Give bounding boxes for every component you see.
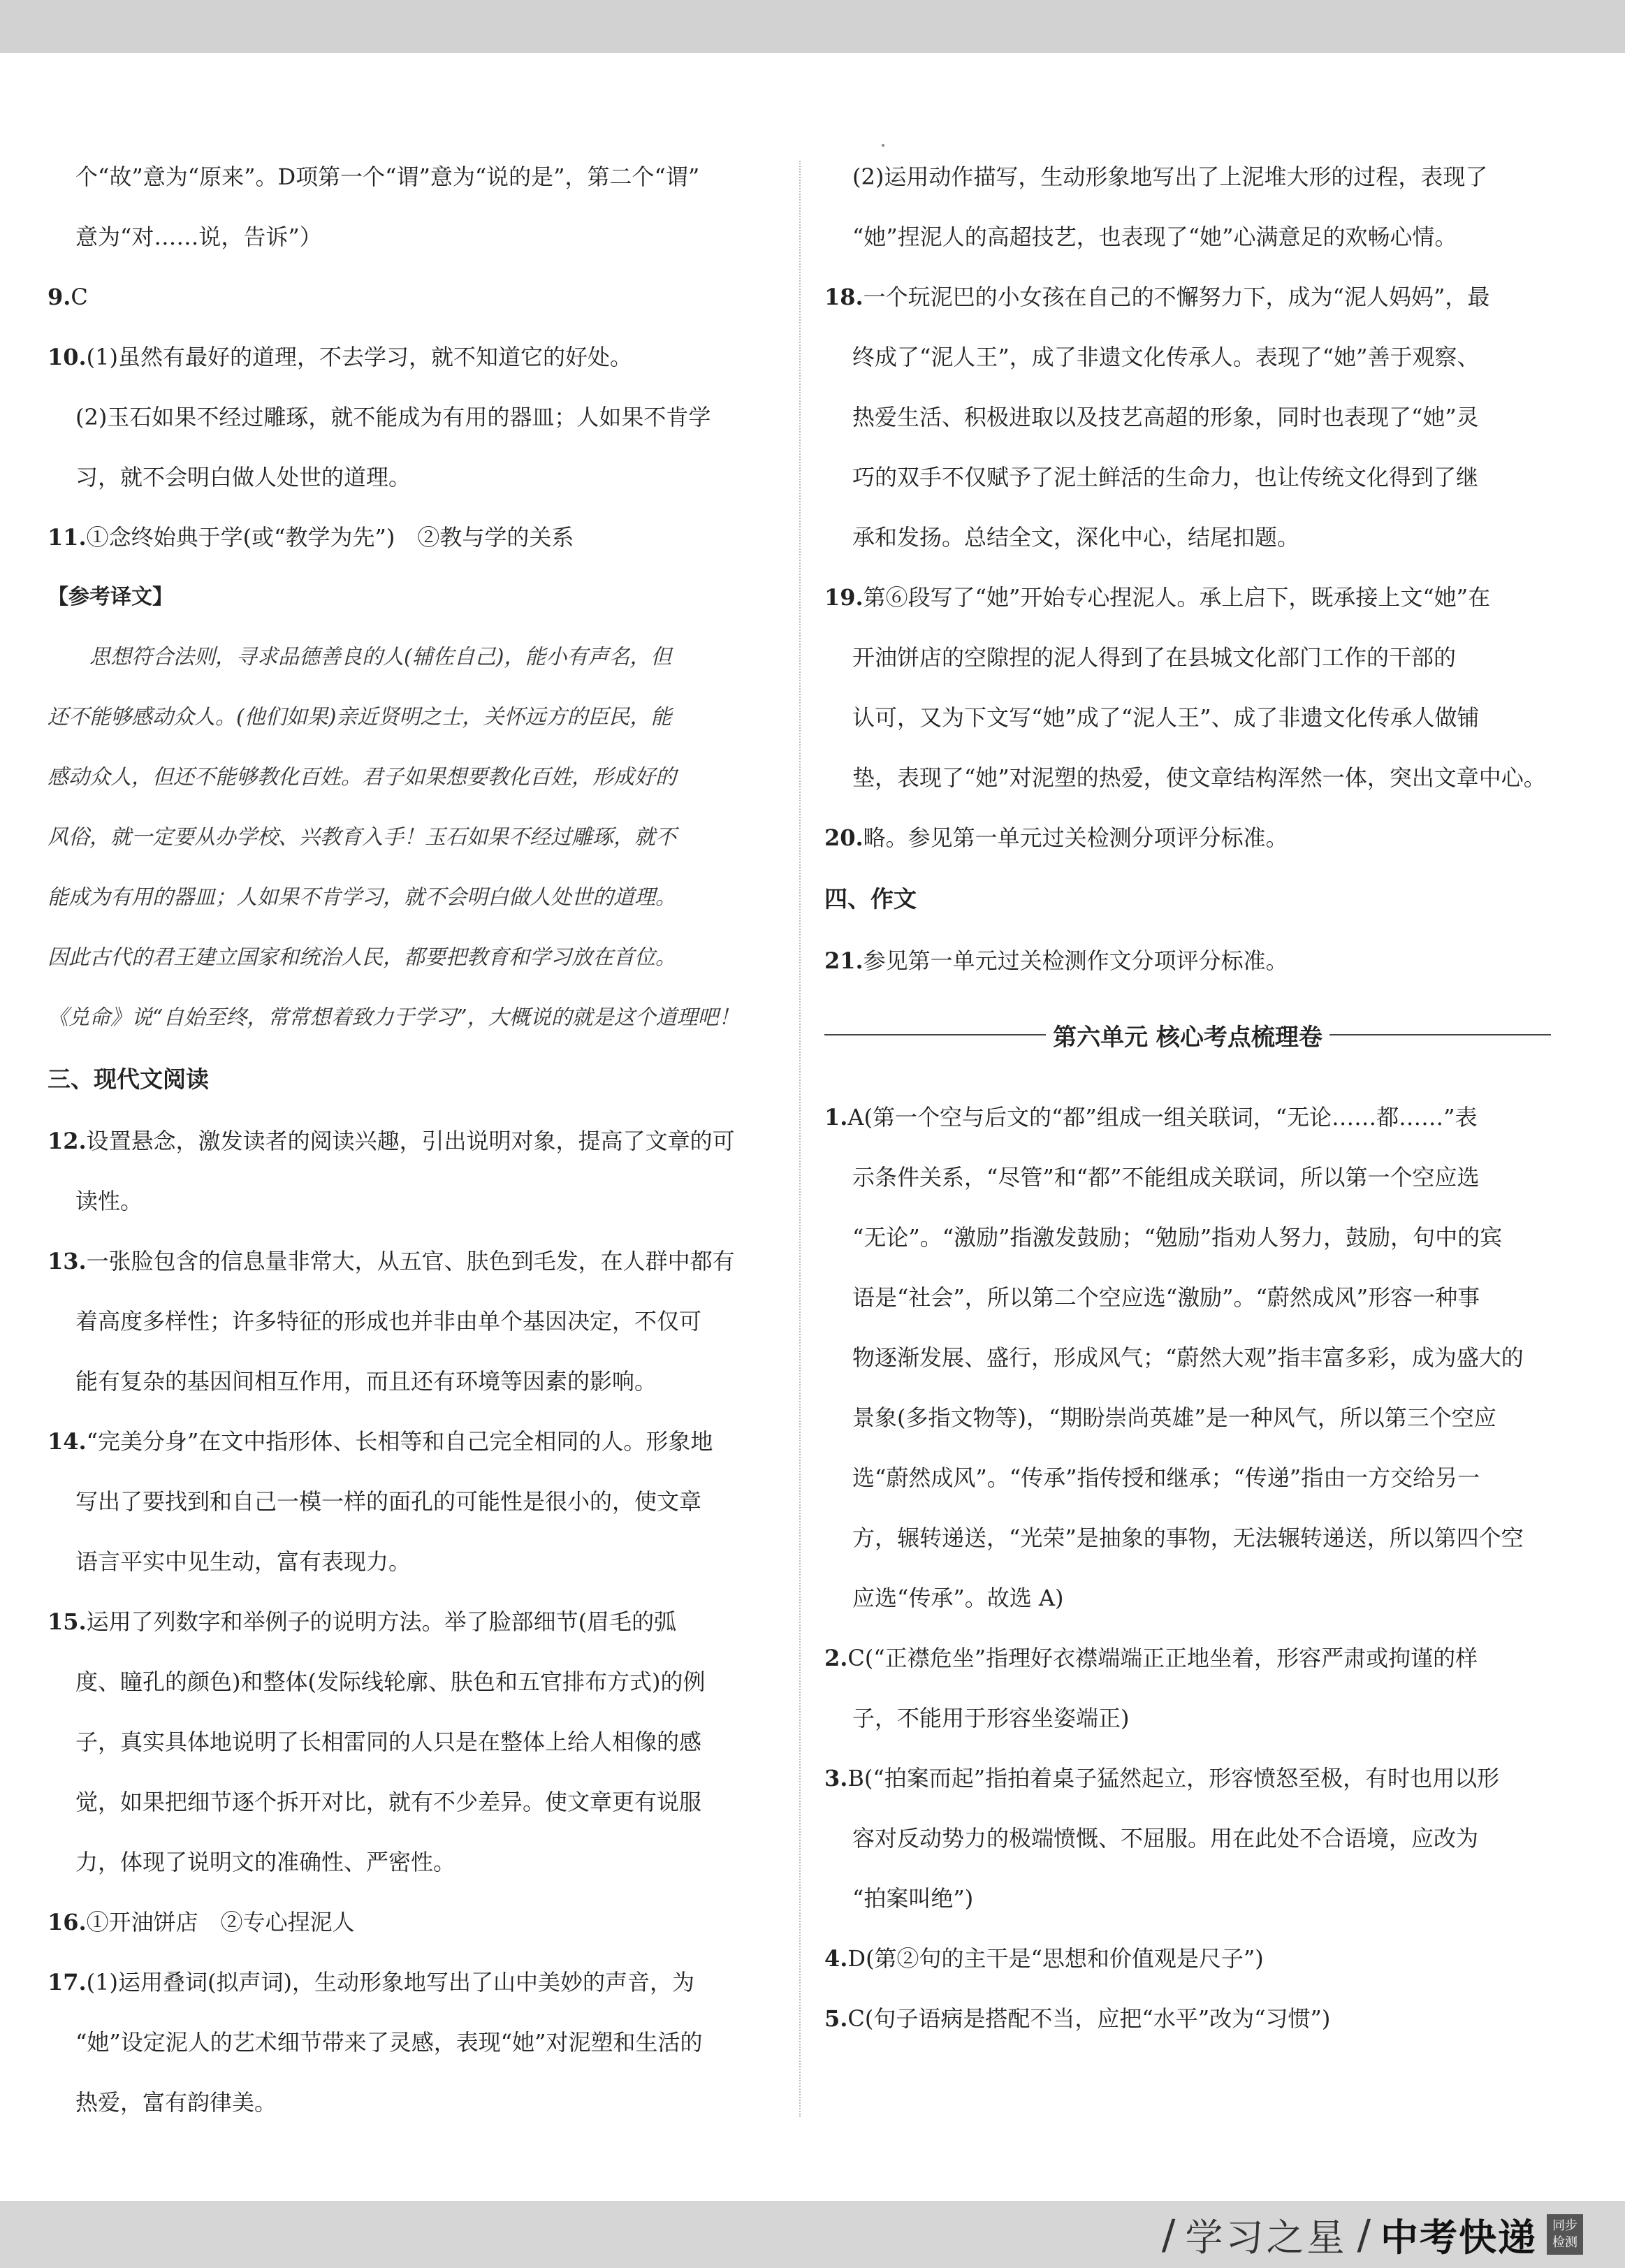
- translation-line-2: 还不能够感动众人。(他们如果)亲近贤明之士，关怀远方的臣民，能: [48, 705, 672, 729]
- answer-20-text: 略。参见第一单元过关检测分项评分标准。: [863, 824, 1288, 851]
- answer-16-number: 16.: [48, 1909, 87, 1935]
- answer-17-line-2: “她”设定泥人的艺术细节带来了灵感，表现“她”对泥塑和生活的: [75, 2029, 703, 2056]
- translation-line-7: 《兑命》说“自始至终，常常想着致力于学习”，大概说的就是这个道理吧！: [48, 1005, 740, 1030]
- answer-21-number: 21.: [824, 947, 863, 974]
- section-heading-modern-reading: 三、现代文阅读: [48, 1066, 209, 1093]
- answer-13-line-3: 能有复杂的基因间相互作用，而且还有环境等因素的影响。: [75, 1368, 657, 1395]
- answer-9: [48, 267, 774, 327]
- answer-u6-3-number: 3.: [824, 1765, 848, 1791]
- right-column: [824, 147, 1551, 2049]
- answer-17-part2-line-1: (2)运用动作描写，生动形象地写出了上泥堆大形的过程，表现了: [852, 163, 1488, 190]
- answer-15-line-2: 度、瞳孔的颜色)和整体(发际线轮廓、肤色和五官排布方式)的例: [75, 1669, 706, 1695]
- answer-16-text: ①开油饼店 ②专心捏泥人: [86, 1909, 355, 1935]
- answer-21-text: 参见第一单元过关检测作文分项评分标准。: [863, 947, 1288, 974]
- answer-17-line-3: 热爱，富有韵律美。: [75, 2089, 277, 2116]
- translation-line-3: 感动众人，但还不能够教化百姓。君子如果想要教化百姓，形成好的: [48, 765, 676, 790]
- answer-17-text-1: (1)运用叠词(拟声词)，生动形象地写出了山中美妙的声音，为: [86, 1969, 694, 1996]
- answer-u6-1-line-4: 语是“社会”，所以第二个空应选“激励”。“蔚然成风”形容一种事: [852, 1284, 1480, 1311]
- answer-u6-4-text: D(第②句的主干是“思想和价值观是尺子”): [847, 1945, 1264, 1972]
- badge-bottom-text: 检测: [1552, 2235, 1577, 2250]
- unit-title-banner: [824, 1003, 1551, 1066]
- brand-slash-left: /: [1161, 2211, 1176, 2258]
- answer-18-line-1: [824, 267, 1551, 327]
- answer-17-part2-line-2: “她”捏泥人的高超技艺，也表现了“她”心满意足的欢畅心情。: [852, 224, 1457, 250]
- answer-18-number: 18.: [824, 284, 863, 310]
- brand-slash-right: /: [1357, 2211, 1371, 2258]
- brand-xuexizhixing: 学习之星: [1185, 2215, 1348, 2260]
- answer-21: [824, 931, 1551, 991]
- answer-13-line-1: [48, 1231, 774, 1291]
- answer-18-line-3: 热爱生活、积极进取以及技艺高超的形象，同时也表现了“她”灵: [852, 404, 1479, 430]
- answer-u6-4-number: 4.: [824, 1945, 848, 1972]
- badge-top-text: 同步: [1552, 2218, 1577, 2233]
- translation-line-5: 能成为有用的器皿；人如果不肯学习，就不会明白做人处世的道理。: [48, 885, 676, 910]
- answer-17-number: 17.: [48, 1969, 87, 1996]
- answer-12-text-1: 设置悬念，激发读者的阅读兴趣，引出说明对象，提高了文章的可: [86, 1128, 735, 1154]
- answer-19-line-3: 认可，又为下文写“她”成了“泥人王”、成了非遗文化传承人做铺: [852, 704, 1480, 731]
- brand-zhongkaokuaidi: 中考快递: [1380, 2215, 1537, 2260]
- answer-15-line-3: 子，真实具体地说明了长相雷同的人只是在整体上给人相像的感: [75, 1729, 702, 1755]
- answer-20: [824, 808, 1551, 868]
- answer-17-line-1: [48, 1952, 774, 2012]
- answer-u6-2-line-2: 子，不能用于形容坐姿端正): [852, 1705, 1130, 1731]
- reference-translation-heading: 【参考译文】: [48, 585, 173, 609]
- answer-u6-3-line-2: 容对反动势力的极端愤慨、不屈服。用在此处不合语境，应改为: [852, 1825, 1479, 1852]
- answer-u6-5-text: C(句子语病是搭配不当，应把“水平”改为“习惯”): [847, 2005, 1331, 2032]
- answer-u6-4: [824, 1928, 1551, 1989]
- answer-12-line-2: 读性。: [75, 1188, 143, 1214]
- translation-line-4: 风俗，就一定要从办学校、兴教育入手！玉石如果不经过雕琢，就不: [48, 825, 676, 850]
- answer-13-number: 13.: [48, 1248, 87, 1274]
- translation-line-6: 因此古代的君王建立国家和统治人民，都要把教育和学习放在首位。: [48, 945, 676, 970]
- answer-16: [48, 1892, 774, 1952]
- answer-18-line-4: 巧的双手不仅赋予了泥土鲜活的生命力，也让传统文化得到了继: [852, 464, 1479, 490]
- answer-15-text-1: 运用了列数字和举例子的说明方法。举了脸部细节(眉毛的弧: [86, 1608, 677, 1635]
- brand-badge: [1547, 2214, 1583, 2255]
- answer-18-text-1: 一个玩泥巴的小女孩在自己的不懈努力下，成为“泥人妈妈”，最: [863, 284, 1490, 310]
- answer-14-line-3: 语言平实中见生动，富有表现力。: [75, 1548, 411, 1575]
- answer-u6-1-line-9: 应选“传承”。故选 A): [852, 1585, 1064, 1611]
- answer-10-line-1: [48, 327, 774, 387]
- answer-11-text: ①念终始典于学(或“教学为先”) ②教与学的关系: [86, 524, 574, 551]
- answer-19-line-2: 开油饼店的空隙捏的泥人得到了在县城文化部门工作的干部的: [852, 644, 1457, 671]
- answer-19-line-1: [824, 567, 1551, 627]
- answer-u6-1-number: 1.: [824, 1104, 848, 1131]
- answer-14-line-1: [48, 1411, 774, 1471]
- answer-u6-1-line-5: 物逐渐发展、盛行，形成风气；“蔚然大观”指丰富多彩，成为盛大的: [852, 1344, 1524, 1371]
- answer-u6-5-number: 5.: [824, 2005, 848, 2032]
- answer-u6-1-line-1: [824, 1087, 1551, 1147]
- answer-u6-1-line-2: 示条件关系，“尽管”和“都”不能组成关联词，所以第一个空应选: [852, 1164, 1480, 1191]
- answer-15-line-1: [48, 1592, 774, 1652]
- answer-u6-1-line-8: 方，辗转递送，“光荣”是抽象的事物，无法辗转递送，所以第四个空: [852, 1525, 1524, 1551]
- answer-15-line-5: 力，体现了说明文的准确性、严密性。: [75, 1849, 456, 1875]
- answer-u6-5: [824, 1989, 1551, 2049]
- answer-12-line-1: [48, 1111, 774, 1171]
- answer-13-line-2: 着高度多样性；许多特征的形成也并非由单个基因决定，不仅可: [75, 1308, 702, 1335]
- answer-u6-2-text-1: C(“正襟危坐”指理好衣襟端端正正地坐着，形容严肃或拘谨的样: [847, 1645, 1478, 1671]
- answer-u6-1-text-1: A(第一个空与后文的“都”组成一组关联词，“无论……都……”表: [847, 1104, 1478, 1131]
- answer-u6-1-line-6: 景象(多指文物等)，“期盼崇尚英雄”是一种风气，所以第三个空应: [852, 1404, 1496, 1431]
- answer-13-text-1: 一张脸包含的信息量非常大，从五官、肤色到毛发，在人群中都有: [86, 1248, 735, 1274]
- translation-line-1: 思想符合法则，寻求品德善良的人(辅佐自己)，能小有声名，但: [89, 645, 672, 669]
- answer-u6-3-line-1: [824, 1748, 1551, 1808]
- answer-18-line-5: 承和发扬。总结全文，深化中心，结尾扣题。: [852, 524, 1300, 551]
- answer-18-line-2: 终成了“泥人王”，成了非遗文化传承人。表现了“她”善于观察、: [852, 344, 1480, 370]
- answer-15-number: 15.: [48, 1608, 87, 1635]
- answer-u6-3-line-3: “拍案叫绝”): [852, 1885, 974, 1912]
- unit-title-rule-left: [824, 1034, 1046, 1035]
- answer-14-line-2: 写出了要找到和自己一模一样的面孔的可能性是很小的，使文章: [75, 1488, 702, 1515]
- unit-title: 第六单元 核心考点梳理卷: [1053, 1023, 1322, 1052]
- answer-10-line-3: 习，就不会明白做人处世的道理。: [75, 464, 411, 490]
- answer-u6-2-line-1: [824, 1628, 1551, 1688]
- answer-9-text: C: [71, 284, 88, 310]
- answer-19-line-4: 垫，表现了“她”对泥塑的热爱，使文章结构浑然一体，突出文章中心。: [852, 764, 1546, 791]
- answer-14-number: 14.: [48, 1428, 87, 1455]
- answer-20-number: 20.: [824, 824, 863, 851]
- answer-u6-1-line-3: “无论”。“激励”指激发鼓励；“勉励”指劝人努力，鼓励，句中的宾: [852, 1224, 1503, 1251]
- section-heading-composition: 四、作文: [824, 885, 917, 913]
- answer-10-line-2: (2)玉石如果不经过雕琢，就不能成为有用的器皿；人如果不肯学: [75, 404, 711, 430]
- top-bar: [0, 0, 1625, 53]
- answer-u6-3-text-1: B(“拍案而起”指拍着桌子猛然起立，形容愤怒至极，有时也用以形: [847, 1765, 1500, 1791]
- column-divider: [799, 161, 801, 2117]
- answer-19-number: 19.: [824, 584, 863, 611]
- answer-10-text-1: (1)虽然有最好的道理，不去学习，就不知道它的好处。: [86, 344, 633, 370]
- answer-12-number: 12.: [48, 1128, 87, 1154]
- answer-11: [48, 507, 774, 567]
- answer-19-text-1: 第⑥段写了“她”开始专心捏泥人。承上启下，既承接上文“她”在: [863, 584, 1491, 611]
- answer-15-line-4: 觉，如果把细节逐个拆开对比，就有不少差异。使文章更有说服: [75, 1789, 702, 1815]
- unit-title-rule-right: [1329, 1034, 1551, 1035]
- answer-14-text-1: “完美分身”在文中指形体、长相等和自己完全相同的人。形象地: [86, 1428, 713, 1455]
- q8-tail-line-2: 意为“对……说，告诉”）: [75, 224, 322, 250]
- q8-tail-line-1: 个“故”意为“原来”。D项第一个“谓”意为“说的是”，第二个“谓”: [75, 163, 700, 190]
- answer-10-number: 10.: [48, 344, 87, 370]
- left-column: [48, 147, 774, 2132]
- answer-9-number: 9.: [48, 284, 71, 310]
- answer-u6-1-line-7: 选“蔚然成风”。“传承”指传授和继承；“传递”指由一方交给另一: [852, 1464, 1480, 1491]
- footer-brand: [1162, 2208, 1583, 2261]
- answer-11-number: 11.: [48, 524, 87, 551]
- answer-u6-2-number: 2.: [824, 1645, 848, 1671]
